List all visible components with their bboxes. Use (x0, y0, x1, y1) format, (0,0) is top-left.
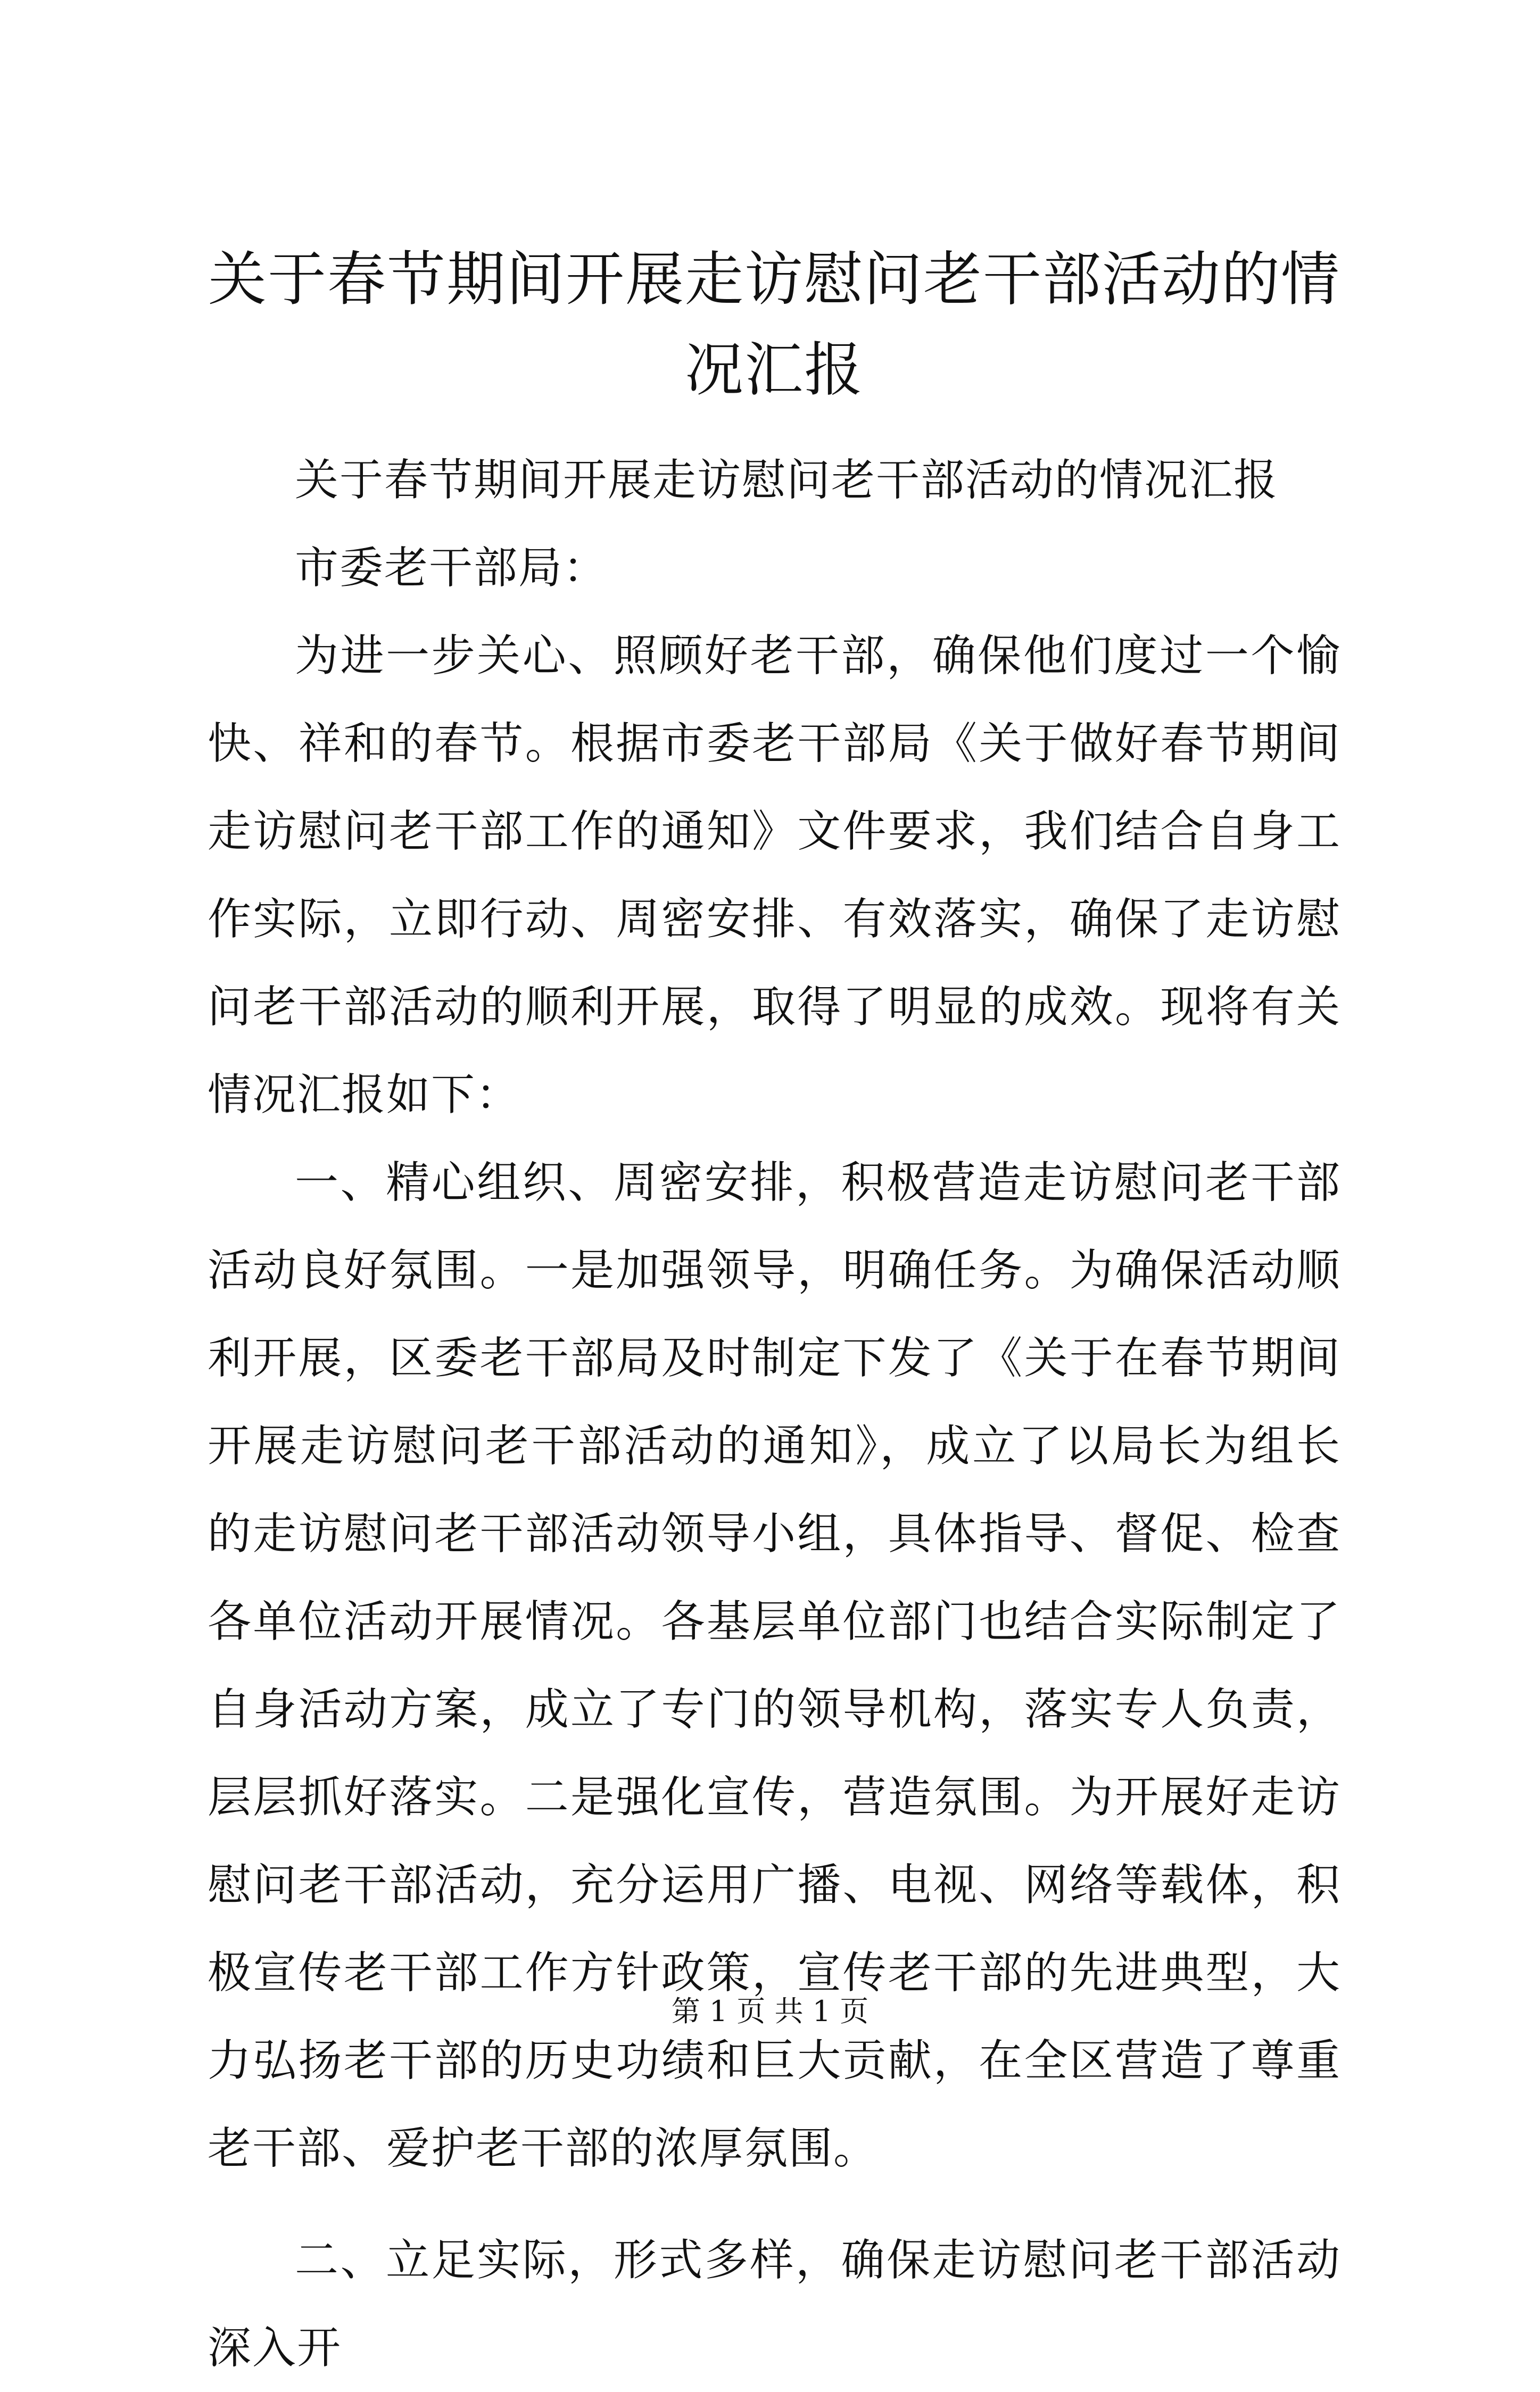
section-two-paragraph: 二、立足实际，形式多样，确保走访慰问老干部活动深入开 (208, 2235, 1341, 2373)
salutation-paragraph: 市委老干部局： (295, 543, 608, 593)
page-number-footer: 第 1 页 共 1 页 (671, 1994, 869, 2028)
intro-paragraph: 为进一步关心、照顾好老干部，确保他们度过一个愉快、祥和的春节。根据市委老干部局《关于做好春节期间走访慰问老干部工作的通知》文件要求，我们结合自身工作实际，立即行动、周密安排、有效落实，确保了走访慰问老干部活动的顺利开展，取得了明显的成效。现将有关情况汇报如下： (208, 631, 1341, 1120)
subtitle-paragraph: 关于春节期间开展走访慰问老干部活动的情况汇报 (295, 455, 1279, 506)
document-title: 关于春节期间开展走访慰问老干部活动的情况汇报 (208, 245, 1340, 404)
section-one-paragraph: 一、精心组织、周密安排，积极营造走访慰问老干部活动良好氛围。一是加强领导，明确任务。为确保活动顺利开展，区委老干部局及时制定下发了《关于在春节期间开展走访慰问老干部活动的通知》，成立了以局长为组长的走访慰问老干部活动领导小组，具体指导、督促、检查各单位活动开展情况。各基层单位部门也结合实际制定了自身活动方案，成立了专门的领导机构，落实专人负责，层层抓好落实。二是强化宣传，营造氛围。为开展好走访慰问老干部活动，充分运用广播、电视、网络等载体，积极宣传老干部工作方针政策，宣传老干部的先进典型，大力弘扬老干部的历史功绩和巨大贡献，在全区营造了尊重老干部、爱护老干部的浓厚氛围。 (208, 1157, 1341, 2174)
document-body (208, 436, 1341, 2392)
